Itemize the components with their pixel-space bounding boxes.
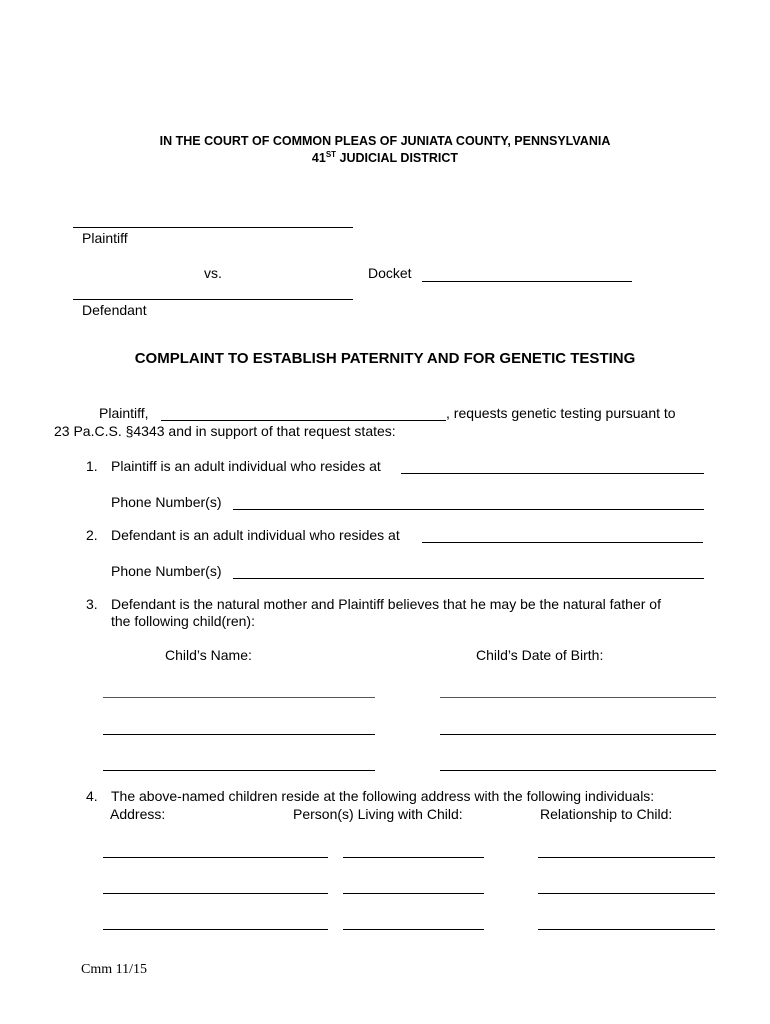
plaintiff-label: Plaintiff	[82, 230, 128, 246]
relationship-line-3[interactable]	[538, 929, 715, 930]
relationship-line-1[interactable]	[538, 857, 715, 858]
address-line-3[interactable]	[103, 929, 328, 930]
document-title: COMPLAINT TO ESTABLISH PATERNITY AND FOR GENETIC TESTING	[134, 350, 636, 367]
item-2-phone-label: Phone Number(s)	[111, 563, 222, 579]
relationship-column-label: Relationship to Child:	[540, 806, 673, 822]
address-column-label: Address:	[110, 806, 166, 822]
item-3-line2: the following child(ren):	[111, 613, 255, 629]
item-2-number: 2.	[86, 527, 98, 543]
item-1-number: 1.	[86, 458, 98, 474]
defendant-address-blank-line[interactable]	[422, 542, 703, 543]
item-4-number: 4.	[86, 788, 98, 804]
child-dob-line-1[interactable]	[440, 697, 716, 698]
district-text: JUDICIAL DISTRICT	[336, 151, 459, 165]
persons-line-3[interactable]	[343, 929, 484, 930]
item-1-text: Plaintiff is an adult individual who resides at	[111, 458, 381, 474]
persons-line-1[interactable]	[343, 857, 484, 858]
persons-line-2[interactable]	[343, 893, 484, 894]
item-3-number: 3.	[86, 596, 98, 612]
plaintiff-address-blank-line[interactable]	[401, 473, 704, 474]
defendant-blank-line[interactable]	[73, 299, 353, 300]
child-name-line-1[interactable]	[103, 697, 375, 698]
docket-blank-line[interactable]	[422, 281, 632, 282]
docket-label: Docket	[368, 265, 412, 281]
plaintiff-phone-blank-line[interactable]	[233, 509, 704, 510]
address-line-1[interactable]	[103, 857, 328, 858]
item-3-line1: Defendant is the natural mother and Plaintiff believes that he may be the natural father of	[111, 596, 661, 612]
judicial-district-heading	[0, 151, 770, 165]
address-line-2[interactable]	[103, 893, 328, 894]
vs-label: vs.	[204, 265, 222, 281]
form-footer-code: Cmm 11/15	[81, 962, 147, 977]
district-suffix: ST	[325, 149, 337, 159]
item-4-text: The above-named children reside at the following address with the following individuals:	[111, 788, 655, 804]
defendant-label: Defendant	[82, 302, 147, 318]
child-dob-column-label: Child’s Date of Birth:	[476, 647, 604, 663]
intro-plaintiff-prefix: Plaintiff,	[99, 405, 149, 421]
child-dob-line-2[interactable]	[440, 734, 716, 735]
child-name-column-label: Child’s Name:	[165, 647, 252, 663]
child-name-line-2[interactable]	[103, 734, 375, 735]
court-heading: IN THE COURT OF COMMON PLEAS OF JUNIATA COUNTY, PENNSYLVANIA	[159, 134, 611, 148]
child-name-line-3[interactable]	[103, 770, 375, 771]
plaintiff-blank-line[interactable]	[73, 227, 353, 228]
relationship-line-2[interactable]	[538, 893, 715, 894]
intro-request-suffix: , requests genetic testing pursuant to	[446, 405, 676, 421]
child-dob-line-3[interactable]	[440, 770, 716, 771]
defendant-phone-blank-line[interactable]	[233, 578, 704, 579]
item-1-phone-label: Phone Number(s)	[111, 494, 222, 510]
item-2-text: Defendant is an adult individual who resides at	[111, 527, 400, 543]
intro-second-line: 23 Pa.C.S. §4343 and in support of that request states:	[54, 423, 396, 439]
district-number: 41	[311, 151, 326, 165]
plaintiff-name-blank-line[interactable]	[161, 420, 446, 421]
persons-column-label: Person(s) Living with Child:	[293, 806, 463, 822]
